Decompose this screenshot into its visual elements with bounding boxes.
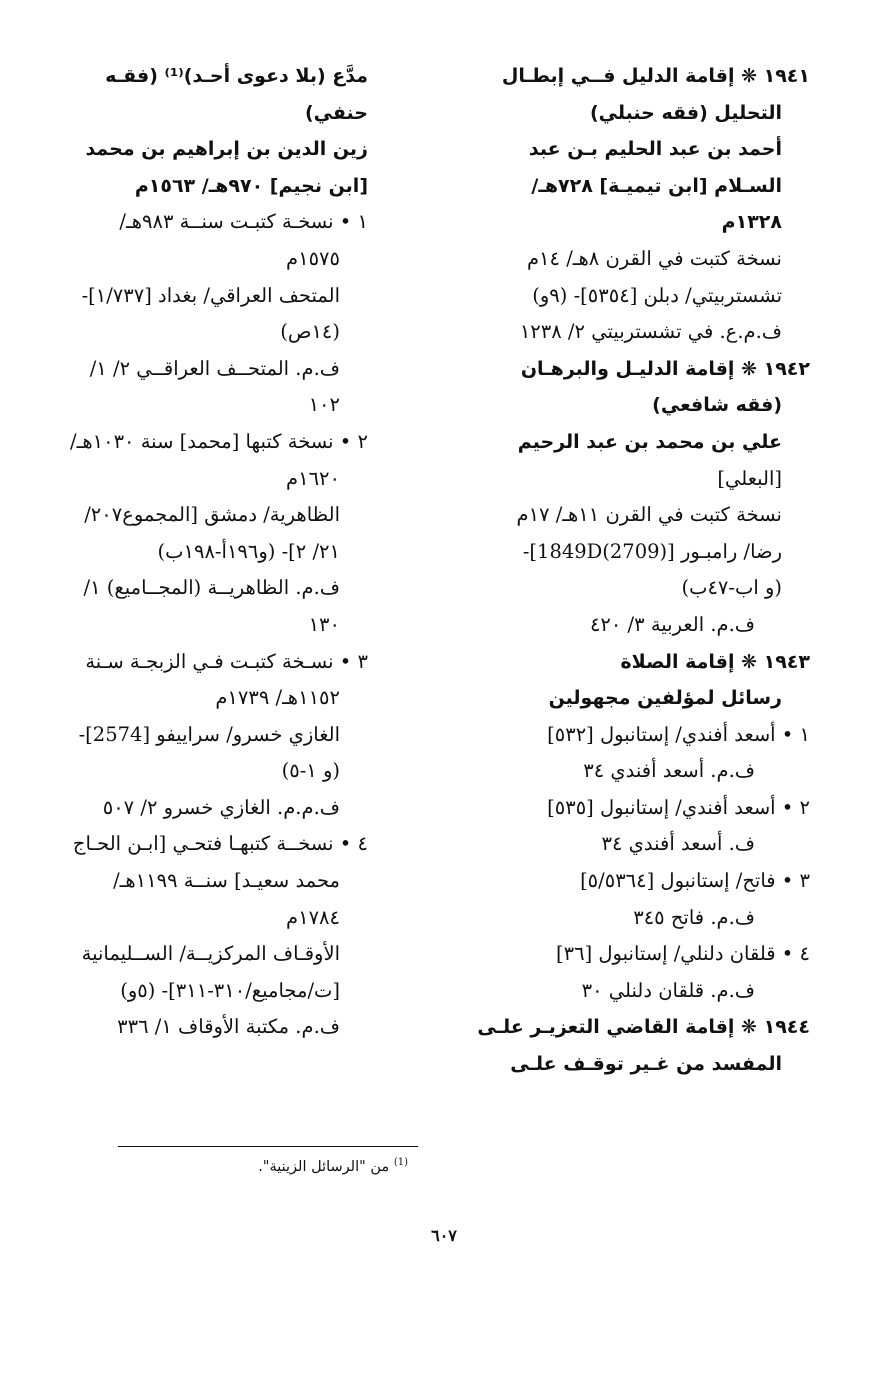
text-line: ١٩٤٤ ❋ إقامة القاضي التعزيـر علـى <box>477 1016 810 1039</box>
text-line: ٤ • نسخــة كتبهـا فتحـي [ابـن الحـاج <box>72 832 368 856</box>
text-line: ١٦٢٠م <box>286 466 340 490</box>
text-line: [ت/مجاميع/٣١٠-٣١١]- (٥و) <box>120 978 340 1002</box>
text-line: ٢ • أسعد أفندي/ إستانبول [٥٣٥] <box>547 795 810 819</box>
footnote-divider <box>118 1146 418 1147</box>
text-line: ف.م. العربية ٣/ ٤٢٠ <box>589 612 755 636</box>
text-line: ١١٥٢هـ/ ١٧٣٩م <box>215 686 340 710</box>
text-line: ١٠٢ <box>308 393 340 417</box>
text-line: ف. أسعد أفندي ٣٤ <box>601 832 755 856</box>
text-line: (فقه شافعي) <box>652 394 782 417</box>
text-line: ف.م. قلقان دلنلي ٣٠ <box>581 978 755 1002</box>
text-line: (و ١-٥) <box>281 759 340 783</box>
text-line: ف.م. الظاهريــة (المجــاميع) ١/ <box>83 576 340 600</box>
footnote <box>258 1157 408 1175</box>
text-line: ١٩٤٢ ❋ إقامة الدليـل والبرهـان <box>520 357 810 380</box>
text-line: ١٩٤٣ ❋ إقامة الصلاة <box>620 650 810 673</box>
text-line: [البعلي] <box>717 466 782 490</box>
text-line: ١٥٧٥م <box>286 246 340 270</box>
right-column <box>470 58 810 1083</box>
text-line: ف.م. أسعد أفندي ٣٤ <box>583 759 755 783</box>
footnote-text: من "الرسائل الزينية". <box>258 1158 390 1175</box>
text-line: ٢١/ ٢]- (و١٩٦أ-١٩٨ب) <box>157 539 340 563</box>
text-line: ١ • أسعد أفندي/ إستانبول [٥٣٢] <box>547 722 810 746</box>
text-line: ٢ • نسخة كتبها [محمد] سنة ١٠٣٠هـ/ <box>70 429 368 453</box>
text-line: تشستربيتي/ دبلن [٥٣٥٤]- (٩و) <box>532 283 782 307</box>
text-line: ٤ • قلقان دلنلي/ إستانبول [٣٦] <box>556 942 810 966</box>
text-line: الغازي خسرو/ سراييفو [2574]- <box>78 722 340 746</box>
text-line: ف.م.ع. في تشستربيتي ٢/ ١٢٣٨ <box>519 320 782 344</box>
text-line: محمد سعيـد] سنــة ١١٩٩هـ/ <box>113 869 340 893</box>
left-column <box>68 58 368 1046</box>
text-line: ف.م. المتحــف العراقــي ٢/ ١/ <box>89 356 340 380</box>
text-line: نسخة كتبت في القرن ٨هـ/ ١٤م <box>526 246 782 270</box>
text-line: حنفي) <box>304 101 368 124</box>
text-line: ٣ • فاتح/ إستانبول [٥/٥٣٦٤] <box>580 869 810 893</box>
text-line: المتحف العراقي/ بغداد [١/٧٣٧]- <box>81 283 340 307</box>
text-line: ف.م.م. الغازي خسرو ٢/ ٥٠٧ <box>102 795 340 819</box>
text-line: نسخة كتبت في القرن ١١هـ/ ١٧م <box>516 503 782 527</box>
text-line: ١٩٤١ ❋ إقامة الدليل فــي إبطـال <box>501 65 810 87</box>
text-line: مدَّع (بلا دعوى أحـد)⁽¹⁾ (فقـه <box>105 65 368 87</box>
text-line: (١٤ص) <box>280 320 340 344</box>
footnote-marker: (1) <box>393 1157 408 1168</box>
text-line: (و اب-٤٧ب) <box>681 576 782 600</box>
text-line: ف.م. فاتح ٣٤٥ <box>633 905 755 929</box>
text-line: المفسد من غـير توقـف علـى <box>510 1053 782 1076</box>
text-line: ٣ • نسـخة كتبـت فـي الزبجـة سـنة <box>85 649 368 673</box>
text-line: ١٧٨٤م <box>286 905 340 929</box>
text-line: الظاهرية/ دمشق [المجموع٢٠٧/ <box>84 503 340 527</box>
text-line: [ابن نجيم] ٩٧٠هـ/ ١٥٦٣م <box>134 174 368 197</box>
text-line: رضا/ رامبـور [1849D(2709)]- <box>522 539 782 563</box>
text-line: ١٣٠ <box>308 612 340 636</box>
text-line: ١٣٢٨م <box>721 211 782 234</box>
text-line: أحمد بن عبد الحليم بـن عبد <box>528 138 782 161</box>
text-line: ف.م. مكتبة الأوقاف ١/ ٣٣٦ <box>117 1015 340 1039</box>
text-line: الأوقـاف المركزيــة/ الســليمانية <box>81 942 340 966</box>
page-number: ٦٠٧ <box>431 1226 457 1245</box>
text-line: رسائل لمؤلفين مجهولين <box>548 687 782 710</box>
text-line: زين الدين بن إبراهيم بن محمد <box>85 138 368 161</box>
text-line: ١ • نسخـة كتبـت سنــة ٩٨٣هـ/ <box>119 210 368 234</box>
text-line: التحليل (فقه حنبلي) <box>590 101 782 124</box>
text-line: السـلام [ابن تيميـة] ٧٢٨هـ/ <box>531 174 782 197</box>
text-line: علي بن محمد بن عبد الرحيم <box>517 430 782 453</box>
